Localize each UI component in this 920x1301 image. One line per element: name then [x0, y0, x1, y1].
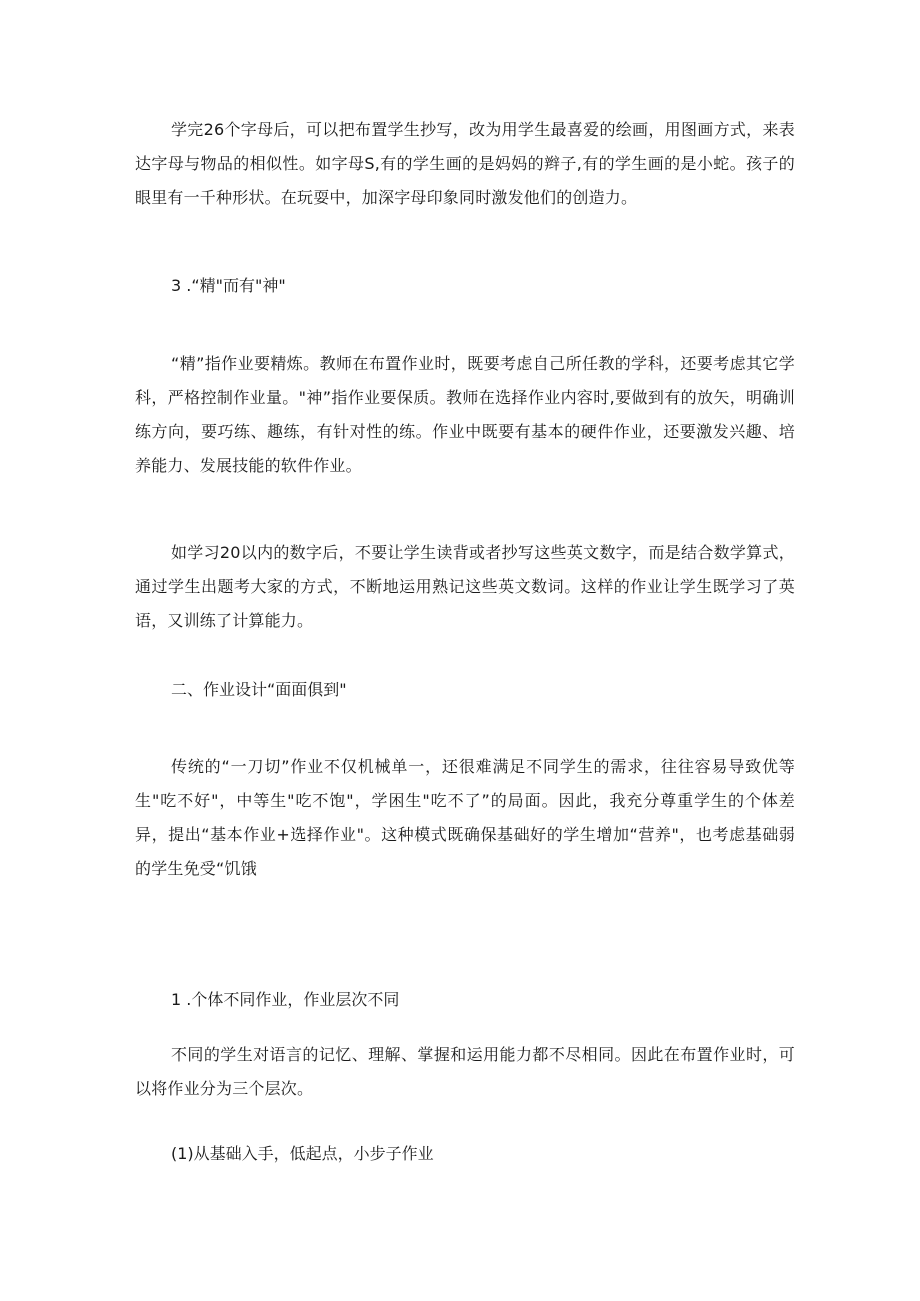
paragraph-alphabet-drawing: 学完26个字母后，可以把布置学生抄写，改为用学生最喜爱的绘画，用图画方式，来表达字母与物品的相似性。如字母S,有的学生画的是妈妈的辫子,有的学生画的是小蛇。孩子的眼里有一千种形状。在玩耍中，加深字母印象同时激发他们的创造力。 — [135, 120, 795, 207]
paragraph-three-levels: 不同的学生对语言的记忆、理解、掌握和运用能力都不尽相同。因此在布置作业时，可以将作业分为三个层次。 — [135, 1045, 795, 1098]
heading-refined-spirit: 3 .“精"而有"神" — [171, 276, 286, 295]
paragraph-number-learning: 如学习20以内的数字后，不要让学生读背或者抄写这些英文数字，而是结合数学算式，通过学生出题考大家的方式，不断地运用熟记这些英文数词。这样的作业让学生既学习了英语，又训练了计算能力。 — [135, 543, 795, 630]
heading-section-two: 二、作业设计“面面俱到" — [171, 680, 347, 699]
paragraph-one-size-fits-all: 传统的“一刀切”作业不仅机械单一，还很难满足不同学生的需求，往往容易导致优等生"吃不好"，中等生"吃不饱"，学困生"吃不了”的局面。因此，我充分尊重学生的个体差异，提出“基本作业+选择作业"。这种模式既确保基础好的学生增加“营养"，也考虑基础弱的学生免受“饥饿 — [135, 757, 795, 878]
heading-basic-small-steps: (1)从基础入手，低起点，小步子作业 — [171, 1144, 434, 1163]
heading-individual-levels: 1 .个体不同作业，作业层次不同 — [171, 990, 400, 1009]
paragraph-refined-quality: “精”指作业要精炼。教师在布置作业时，既要考虑自己所任教的学科，还要考虑其它学科，严格控制作业量。"神”指作业要保质。教师在选择作业内容时,要做到有的放矢，明确训练方向，要巧练、趣练，有针对性的练。作业中既要有基本的硬件作业，还要激发兴趣、培养能力、发展技能的软件作业。 — [135, 354, 795, 475]
